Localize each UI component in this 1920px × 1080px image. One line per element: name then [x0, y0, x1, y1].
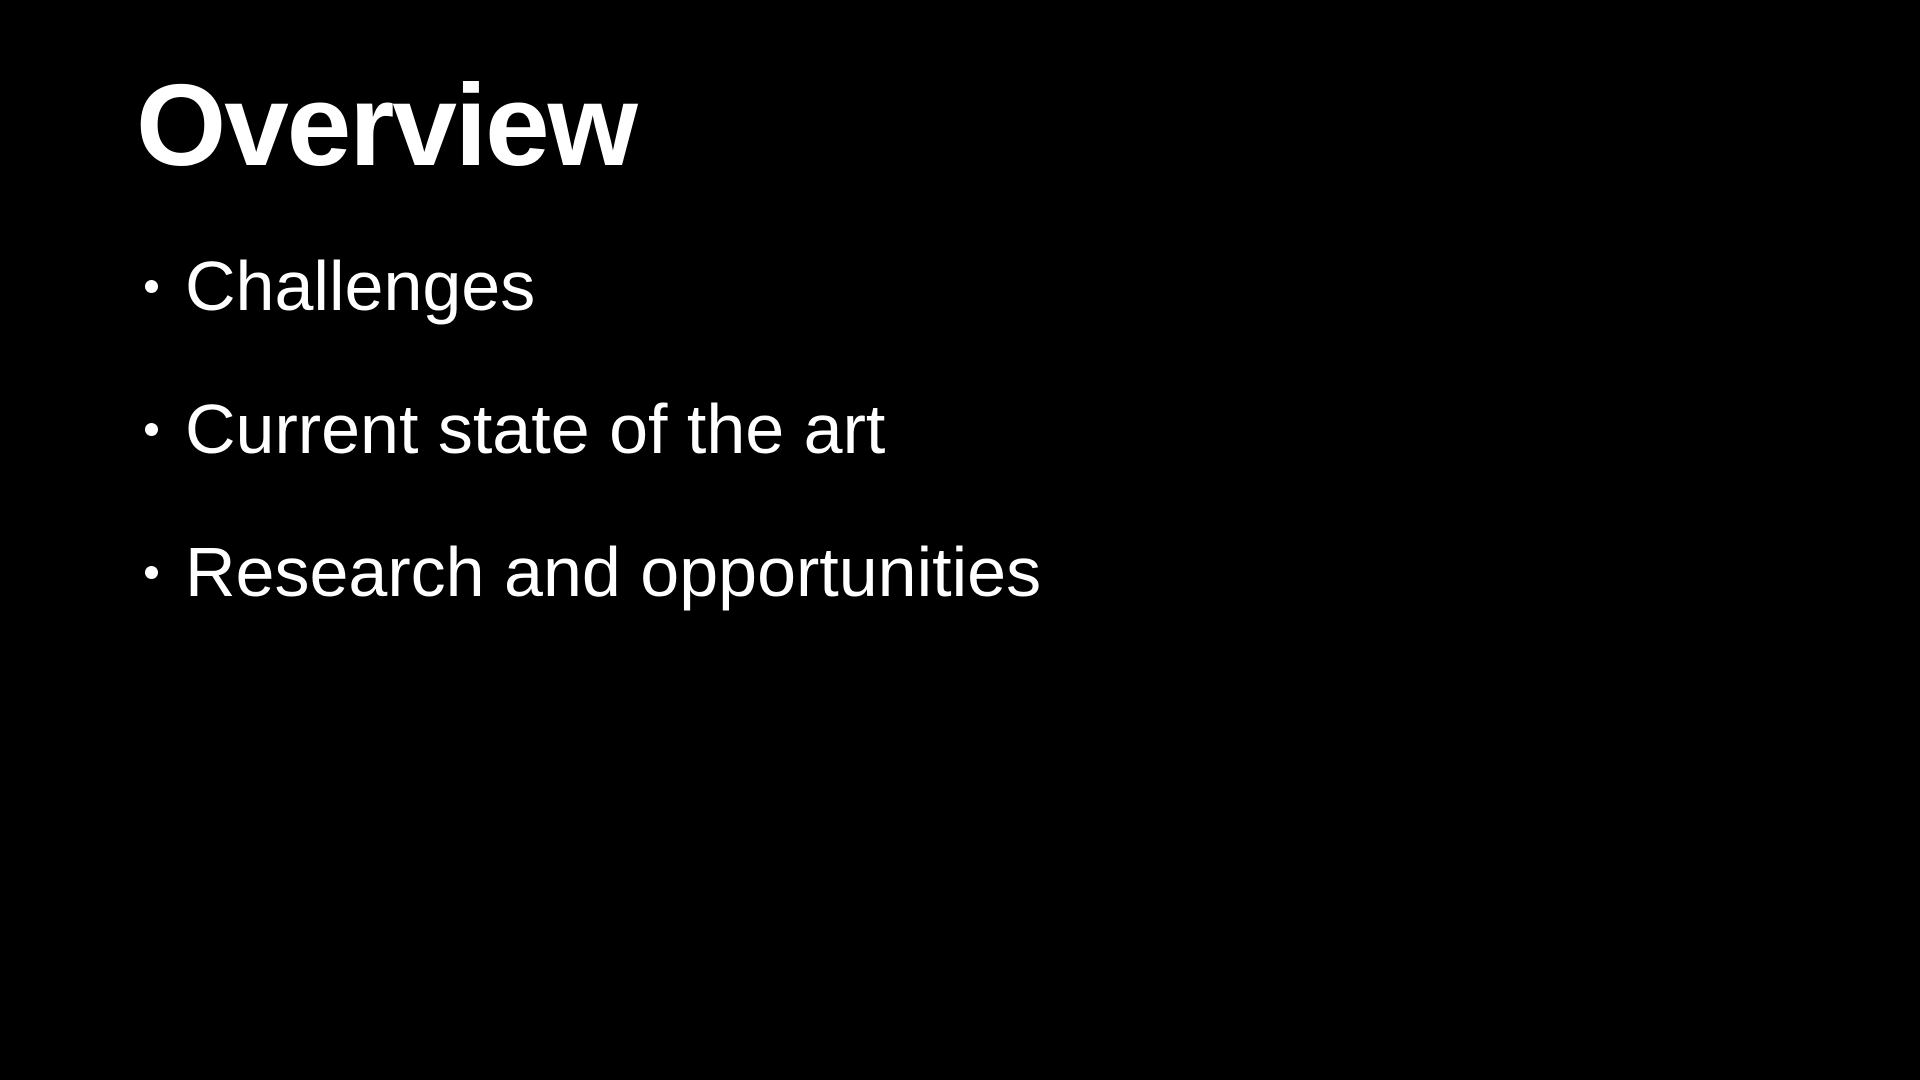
bullet-label: Research and opportunities [185, 533, 1042, 611]
bullet-label: Challenges [185, 247, 536, 325]
bullet-icon [145, 566, 158, 579]
bullet-label: Current state of the art [185, 390, 886, 468]
bullet-icon [145, 423, 158, 436]
bullet-list [136, 247, 1042, 679]
slide-title: Overview [136, 60, 636, 190]
bullet-icon [145, 280, 158, 293]
bullet-item-challenges [136, 247, 1041, 325]
bullet-item-current-state [136, 390, 1041, 468]
bullet-item-research [136, 533, 1042, 611]
